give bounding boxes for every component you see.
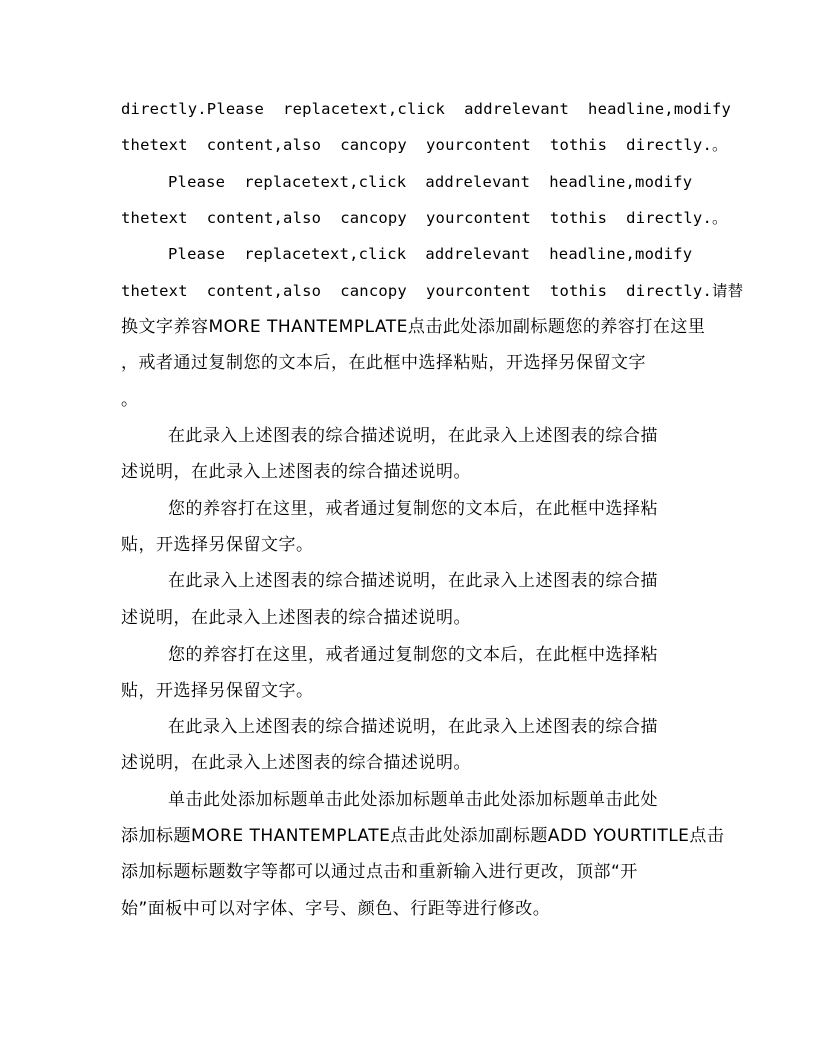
text-line: 在此录入上述图表的综合描述说明，在此录入上述图表的综合描 <box>168 426 658 446</box>
text-line: thetext content,also cancopy yourcontent tothis directly.。 <box>121 136 728 154</box>
text-line: Please replacetext,click addrelevant headline,modify <box>168 173 693 191</box>
text-line: 始”面板中可以对字体、字号、颜色、行距等进行修改。 <box>121 899 551 919</box>
text-line: thetext content,also cancopy yourcontent tothis directly.请替 <box>121 282 744 300</box>
text-line: 述说明，在此录入上述图表的综合描述说明。 <box>121 753 471 773</box>
text-line: 添加标题MORE THANTEMPLATE点击此处添加副标题ADD YOURTITLE点击 <box>121 826 725 846</box>
text-line: 您的养容打在这里，戒者通过复制您的文本后，在此框中选择粘 <box>168 645 658 665</box>
text-line: 贴，开选择另保留文字。 <box>121 535 314 555</box>
text-line: 在此录入上述图表的综合描述说明，在此录入上述图表的综合描 <box>168 571 658 591</box>
text-line: 添加标题标题数字等都可以通过点击和重新输入进行更改，顶部“开 <box>121 862 638 882</box>
text-line: ，戒者通过复制您的文本后，在此框中选择粘贴，开选择另保留文字 <box>121 353 646 373</box>
text-line: 贴，开选择另保留文字。 <box>121 681 314 701</box>
text-line: 换文字养容MORE THANTEMPLATE点击此处添加副标题您的养容打在这里 <box>121 317 706 337</box>
text-line: 在此录入上述图表的综合描述说明，在此录入上述图表的综合描 <box>168 717 658 737</box>
text-line: 。 <box>121 390 139 410</box>
text-line: 您的养容打在这里，戒者通过复制您的文本后，在此框中选择粘 <box>168 499 658 519</box>
text-line: thetext content,also cancopy yourcontent tothis directly.。 <box>121 209 728 227</box>
text-line: directly.Please replacetext,click addrelevant headline,modify <box>121 100 732 118</box>
text-line: 述说明，在此录入上述图表的综合描述说明。 <box>121 608 471 628</box>
text-line: Please replacetext,click addrelevant headline,modify <box>168 245 693 263</box>
text-line: 单击此处添加标题单击此处添加标题单击此处添加标题单击此处 <box>168 790 658 810</box>
text-line: 述说明，在此录入上述图表的综合描述说明。 <box>121 462 471 482</box>
